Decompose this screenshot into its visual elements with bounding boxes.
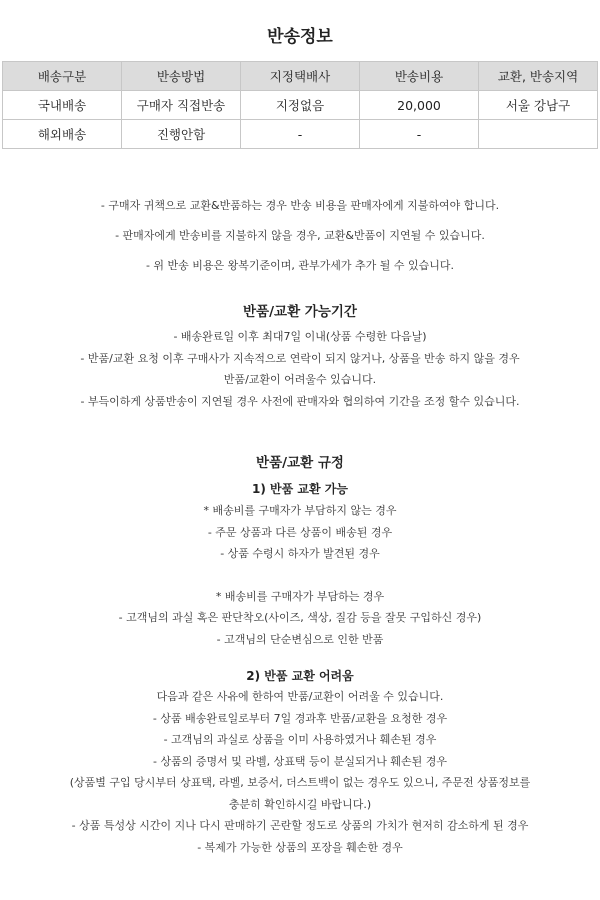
header-return-method: 반송방법 [122,62,241,91]
cell-return-region [479,120,598,149]
rule-line: - 상품 배송완료일로부터 7일 경과후 반품/교환을 요청한 경우 [152,711,448,725]
cell-return-method: 진행안함 [122,120,241,149]
header-courier: 지정택배사 [241,62,360,91]
note-line: - 위 반송 비용은 왕복기준이며, 관부가세가 추가 될 수 있습니다. [145,259,455,272]
rule-line: - 고객님의 과실 혹은 판단착오(사이즈, 색상, 질감 등을 잘못 구입하신 경우) [118,611,482,624]
rule-line: - 주문 상품과 다른 상품이 배송된 경우 [207,525,393,539]
return-rules-section [0,451,600,858]
section-title-rules: 반품/교환 규정 [256,455,344,471]
rule-line: - 상품 특성상 시간이 지나 다시 판매하기 곤란할 정도로 상품의 가치가 현저히 감소하게 된 경우 [71,819,529,832]
rule-line: (상품별 구입 당시부터 상표택, 라벨, 보증서, 더스트백이 없는 경우도 있으니, 주문전 상품정보를 [69,776,531,789]
cell-return-cost: 20,000 [360,91,479,120]
return-shipping-table [2,61,598,149]
return-notes [0,198,600,288]
cell-courier: - [241,120,360,149]
rule-line: * 배송비를 구매자가 부담하지 않는 경우 [203,504,397,517]
cell-return-region: 서울 강남구 [479,91,598,120]
return-period-section [0,300,600,412]
header-return-cost: 반송비용 [360,62,479,91]
cell-shipping-type: 해외배송 [3,120,122,149]
period-line: - 반품/교환 요청 이후 구매사가 지속적으로 연락이 되지 않거나, 상품을 반송 하지 않을 경우 [80,351,520,365]
rule-line: * 배송비를 구매자가 부담하는 경우 [215,589,385,603]
period-line: - 배송완료일 이후 최대7일 이내(상품 수령한 다음날) [173,330,427,343]
rule-line: 충분히 확인하시길 바랍니다.) [228,797,372,811]
section-title-period: 반품/교환 가능기간 [243,304,357,320]
cell-return-cost: - [360,120,479,149]
header-return-region: 교환, 반송지역 [479,62,598,91]
rules-possible-title: 1) 반품 교환 가능 [252,482,348,496]
cell-shipping-type: 국내배송 [3,91,122,120]
page-title: 반송정보 [267,27,333,47]
period-line: 반품/교환이 어려울수 있습니다. [223,373,377,386]
cell-return-method: 구매자 직접반송 [122,91,241,120]
note-line: - 판매자에게 반송비를 지불하지 않을 경우, 교환&반품이 지연될 수 있습니다. [115,229,485,242]
cell-courier: 지정없음 [241,91,360,120]
rule-line: - 고객님의 단순변심으로 인한 반품 [216,632,384,646]
note-line: - 구매자 귀책으로 교환&반품하는 경우 반송 비용을 판매자에게 지불하여야 합니다. [100,199,500,212]
table-row [3,120,598,149]
rule-line: - 고객님의 과실로 상품을 이미 사용하였거나 훼손된 경우 [163,733,437,746]
rule-line: - 복제가 가능한 상품의 포장을 훼손한 경우 [197,840,403,854]
rules-difficult-title: 2) 반품 교환 어려움 [246,669,354,683]
period-line: - 부득이하게 상품반송이 지연될 경우 사전에 판매자와 협의하여 기간을 조정 할수 있습니다. [80,394,520,408]
rule-line: - 상품의 증명서 및 라벨, 상표택 등이 분실되거나 훼손된 경우 [153,754,447,768]
rule-line: 다음과 같은 사유에 한하여 반품/교환이 어려울 수 있습니다. [156,690,444,703]
rule-line: - 상품 수령시 하자가 발견된 경우 [220,547,380,560]
table-header-row [3,62,598,91]
header-shipping-type: 배송구분 [3,62,122,91]
table-row [3,91,598,120]
